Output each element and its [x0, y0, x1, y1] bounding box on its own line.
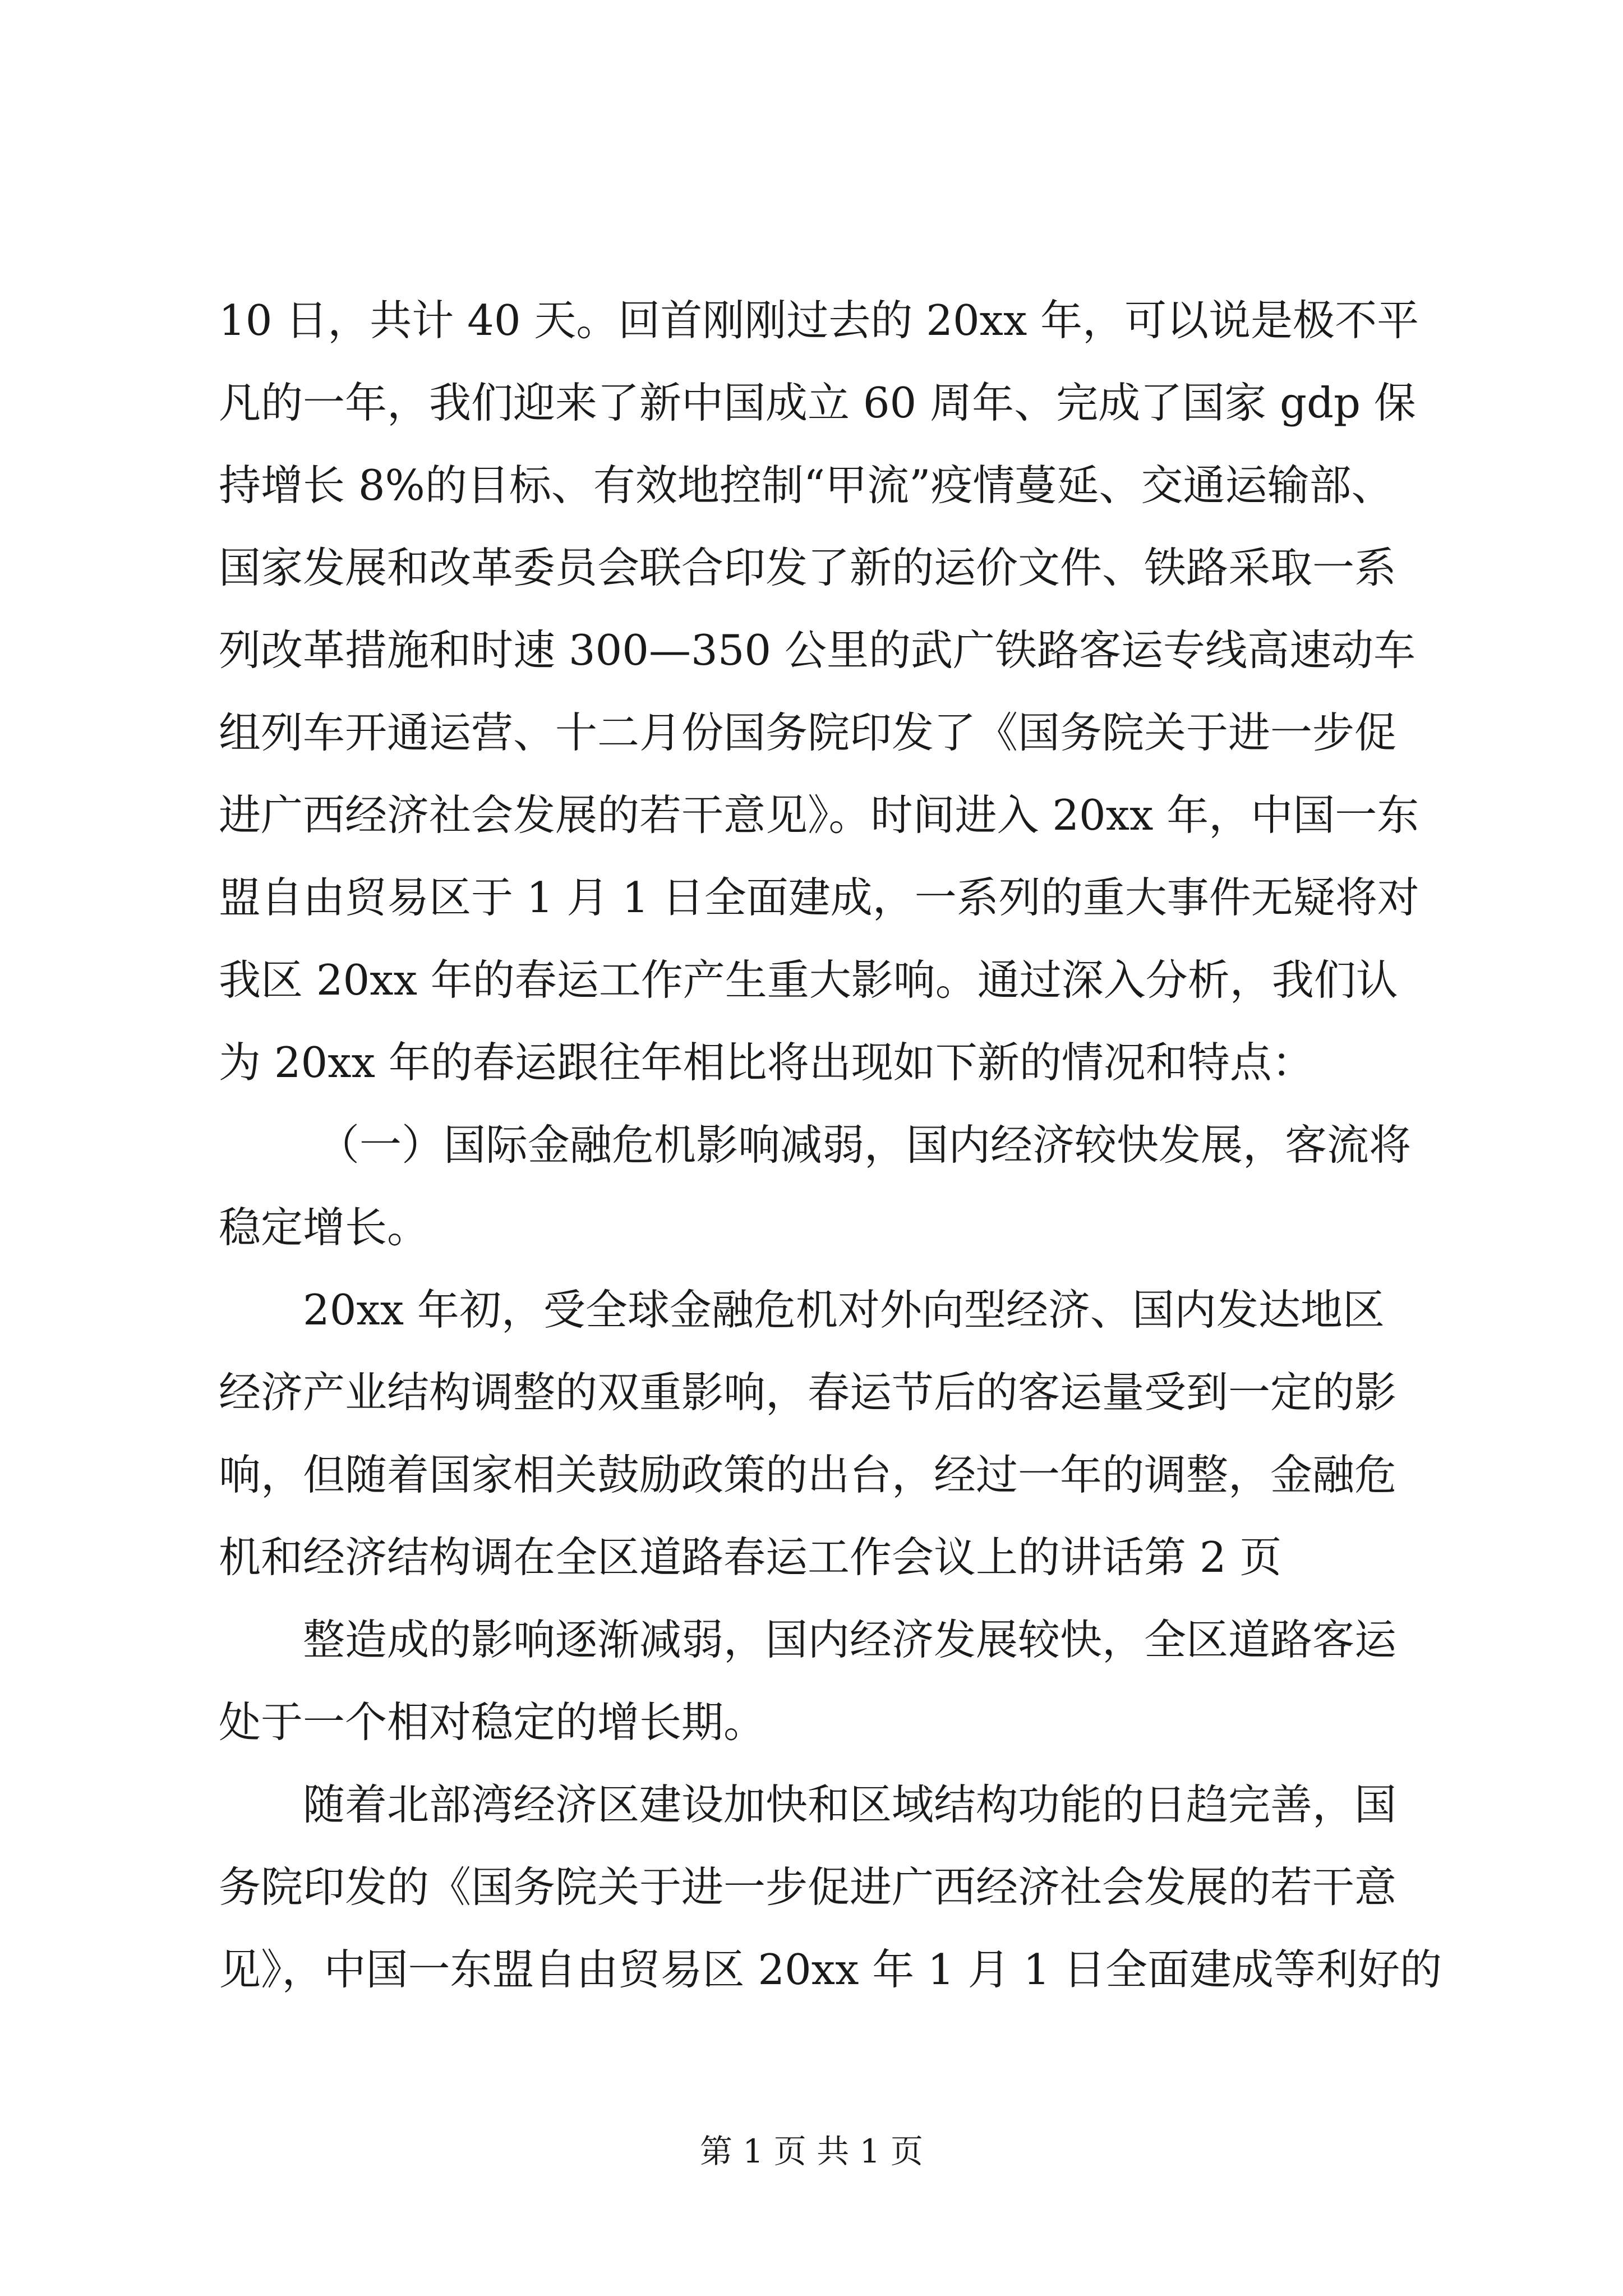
- text-line-7: 进广西经济社会发展的若干意见》。时间进入 20xx 年，中国一东: [219, 790, 1419, 840]
- text-line-19: 随着北部湾经济区建设加快和区域结构功能的日趋完善，国: [303, 1780, 1397, 1829]
- text-line-21: 见》，中国一东盟自由贸易区 20xx 年 1 月 1 日全面建成等利好的: [219, 1945, 1442, 1994]
- text-line-9: 我区 20xx 年的春运工作产生重大影响。通过深入分析，我们认: [219, 955, 1398, 1005]
- page-number-label: 第 1 页 共 1 页: [700, 2132, 923, 2170]
- body-text: [219, 292, 1441, 2023]
- text-line-18: 处于一个相对稳定的增长期。: [219, 1697, 766, 1747]
- text-line-2: 凡的一年，我们迎来了新中国成立 60 周年、完成了国家 gdp 保: [219, 378, 1416, 427]
- text-line-4: 国家发展和改革委员会联合印发了新的运价文件、铁路采取一系: [219, 543, 1397, 592]
- page-footer: [0, 2129, 1623, 2174]
- text-line-15: 响，但随着国家相关鼓励政策的出台，经过一年的调整，金融危: [219, 1450, 1397, 1499]
- text-line-14: 经济产业结构调整的双重影响，春运节后的客运量受到一定的影: [219, 1368, 1397, 1417]
- text-line-13: 20xx 年初，受全球金融危机对外向型经济、国内发达地区: [303, 1285, 1385, 1335]
- text-line-1: 10 日，共计 40 天。回首刚刚过去的 20xx 年，可以说是极不平: [219, 296, 1419, 345]
- text-line-5: 列改革措施和时速 300—350 公里的武广铁路客运专线高速动车: [219, 625, 1415, 675]
- text-line-3: 持增长 8%的目标、有效地控制“甲流”疫情蔓延、交通运输部、: [219, 461, 1394, 510]
- text-line-17: 整造成的影响逐渐减弱，国内经济发展较快，全区道路客运: [303, 1615, 1397, 1664]
- text-line-10: 为 20xx 年的春运跟往年相比将出现如下新的情况和特点：: [219, 1038, 1314, 1087]
- text-line-12: 稳定增长。: [219, 1203, 430, 1252]
- section-heading-1: （一）国际金融危机影响减弱，国内经济较快发展，客流将: [317, 1120, 1412, 1170]
- text-line-16: 机和经济结构调在全区道路春运工作会议上的讲话第 2 页: [219, 1533, 1282, 1582]
- text-line-20: 务院印发的《国务院关于进一步促进广西经济社会发展的若干意: [219, 1862, 1397, 1912]
- text-line-8: 盟自由贸易区于 1 月 1 日全面建成，一系列的重大事件无疑将对: [219, 873, 1419, 922]
- text-line-6: 组列车开通运营、十二月份国务院印发了《国务院关于进一步促: [219, 708, 1397, 757]
